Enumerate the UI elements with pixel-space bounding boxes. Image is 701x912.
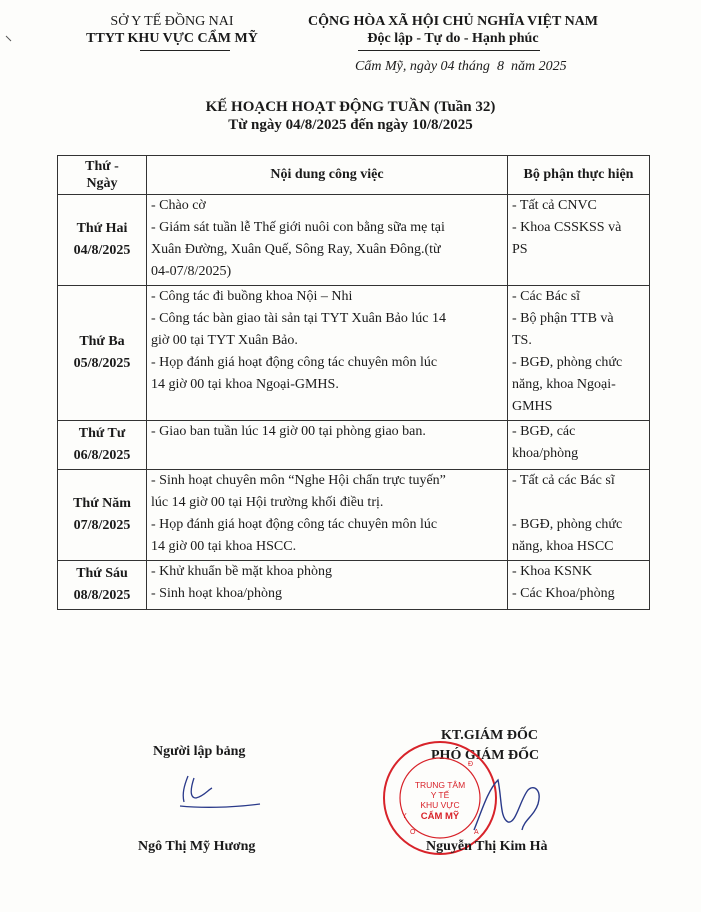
document-title <box>0 98 701 134</box>
task-line: lúc 14 giờ 00 tại Hội trường khối điều trị. <box>151 495 384 510</box>
row-day <box>58 561 147 610</box>
department-line: PS <box>512 242 528 257</box>
svg-text:Đ: Đ <box>468 761 474 768</box>
date-label: 08/8/2025 <box>73 588 131 603</box>
issuing-organization <box>62 13 282 47</box>
national-title: CỘNG HÒA XÃ HỘI CHỦ NGHĨA VIỆT NAM <box>307 14 598 29</box>
table-row <box>58 286 650 421</box>
date-prefix: Cẩm Mỹ, ngày <box>355 59 438 74</box>
row-tasks <box>147 286 508 421</box>
row-departments <box>508 421 650 470</box>
row-tasks <box>147 470 508 561</box>
row-departments <box>508 195 650 286</box>
department-line: năng, khoa Ngoại- <box>512 377 616 392</box>
row-day <box>58 470 147 561</box>
task-line: - Họp đánh giá hoạt động công tác chuyên môn lúc <box>151 355 438 370</box>
weekly-plan-table <box>57 155 650 610</box>
date-year-label: năm <box>510 59 536 74</box>
task-line: 14 giờ 00 tại khoa HSCC. <box>151 539 297 554</box>
table-row <box>58 470 650 561</box>
table-row <box>58 421 650 470</box>
task-line: - Khử khuẩn bề mặt khoa phòng <box>151 564 332 579</box>
weekday-label: Thứ Sáu <box>76 566 128 581</box>
task-line: 14 giờ 00 tại khoa Ngoại-GMHS. <box>151 377 339 392</box>
department-line: GMHS <box>512 399 553 414</box>
weekday-label: Thứ Hai <box>76 221 128 236</box>
preparer-title: Người lập bảng <box>153 744 246 759</box>
row-tasks <box>147 195 508 286</box>
department-line: - Các Bác sĩ <box>512 289 581 304</box>
preparer-name: Ngô Thị Mỹ Hương <box>138 839 256 854</box>
title-line-1: KẾ HOẠCH HOẠT ĐỘNG TUẦN (Tuần 32) <box>205 99 496 115</box>
parent-organization: SỞ Y TẾ ĐỒNG NAI <box>110 14 234 29</box>
row-tasks <box>147 421 508 470</box>
department-line <box>512 492 645 514</box>
row-day <box>58 286 147 421</box>
row-tasks <box>147 561 508 610</box>
task-line: 04-07/8/2025) <box>151 264 232 279</box>
approver-name: Nguyễn Thị Kim Hà <box>426 839 548 854</box>
department-line: năng, khoa HSCC <box>512 539 614 554</box>
svg-text:A: A <box>474 829 479 836</box>
date-month-label: tháng <box>458 59 490 74</box>
department-line: - Tất cả các Bác sĩ <box>512 473 615 488</box>
date-label: 06/8/2025 <box>73 448 131 463</box>
row-day <box>58 421 147 470</box>
svg-text:CẨM MỸ: CẨM MỸ <box>420 811 460 822</box>
preparer-signature <box>160 768 270 818</box>
national-motto: Độc lập - Tự do - Hạnh phúc <box>367 31 539 46</box>
table-body <box>58 195 650 610</box>
table-row <box>58 561 650 610</box>
motto-underline <box>358 50 540 51</box>
table-header-row <box>58 156 650 195</box>
task-line: giờ 00 tại TYT Xuân Bảo. <box>151 333 298 348</box>
approver-signature <box>468 770 568 840</box>
approver-title-1: KT.GIÁM ĐỐC <box>441 728 538 743</box>
svg-text:TRUNG TÂM: TRUNG TÂM <box>414 780 466 790</box>
task-line: - Sinh hoạt chuyên môn “Nghe Hội chẩn trực tuyến” <box>151 473 446 488</box>
weekday-label: Thứ Năm <box>73 496 131 511</box>
department-line: khoa/phòng <box>512 446 579 461</box>
row-day <box>58 195 147 286</box>
title-line-2: Từ ngày 04/8/2025 đến ngày 10/8/2025 <box>228 117 473 133</box>
date-year: 2025 <box>538 59 567 74</box>
row-departments <box>508 470 650 561</box>
task-line: - Giám sát tuần lễ Thế giới nuôi con bằng sữa mẹ tại <box>151 220 445 235</box>
department-line: - Các Khoa/phòng <box>512 586 615 601</box>
department-line: - Tất cả CNVC <box>512 198 597 213</box>
organization-name: TTYT KHU VỰC CẨM MỸ <box>86 31 258 46</box>
national-header <box>278 13 628 47</box>
task-line: - Chào cờ <box>151 198 206 213</box>
department-line: - Bộ phận TTB và <box>512 311 614 326</box>
header-dept: Bộ phận thực hiện <box>508 156 650 195</box>
date-label: 07/8/2025 <box>73 518 131 533</box>
department-line: - BGĐ, các <box>512 424 576 439</box>
scan-mark <box>4 34 14 44</box>
department-line: - Khoa KSNK <box>512 564 593 579</box>
task-line: Xuân Đường, Xuân Quế, Sông Ray, Xuân Đông.(từ <box>151 242 441 257</box>
date-day: 04 <box>440 59 455 74</box>
table-row <box>58 195 650 286</box>
task-line: - Công tác đi buồng khoa Nội – Nhi <box>151 289 353 304</box>
department-line: - Khoa CSSKSS và <box>512 220 622 235</box>
department-line: - BGĐ, phòng chức <box>512 517 623 532</box>
header-day: Thứ - Ngày <box>58 156 147 195</box>
row-departments <box>508 561 650 610</box>
task-line: - Giao ban tuần lúc 14 giờ 00 tại phòng giao ban. <box>151 424 426 439</box>
svg-text:Y: Y <box>402 813 407 820</box>
svg-text:Ở: Ở <box>410 829 417 836</box>
header-task: Nội dung công việc <box>147 156 508 195</box>
document-date <box>355 59 615 75</box>
svg-text:Y TẾ: Y TẾ <box>430 790 450 800</box>
task-line: - Sinh hoạt khoa/phòng <box>151 586 283 601</box>
date-label: 05/8/2025 <box>73 356 131 371</box>
organization-underline <box>140 50 230 51</box>
row-departments <box>508 286 650 421</box>
weekday-label: Thứ Tư <box>78 426 126 441</box>
task-line: - Công tác bàn giao tài sản tại TYT Xuân Bảo lúc 14 <box>151 311 446 326</box>
department-line: - BGĐ, phòng chức <box>512 355 623 370</box>
svg-text:KHU VỰC: KHU VỰC <box>420 800 460 810</box>
weekday-label: Thứ Ba <box>79 334 125 349</box>
department-line: TS. <box>512 333 532 348</box>
date-label: 04/8/2025 <box>73 243 131 258</box>
date-month: 8 <box>496 59 504 74</box>
approver-title-2: PHÓ GIÁM ĐỐC <box>431 748 540 763</box>
task-line: - Họp đánh giá hoạt động công tác chuyên môn lúc <box>151 517 438 532</box>
